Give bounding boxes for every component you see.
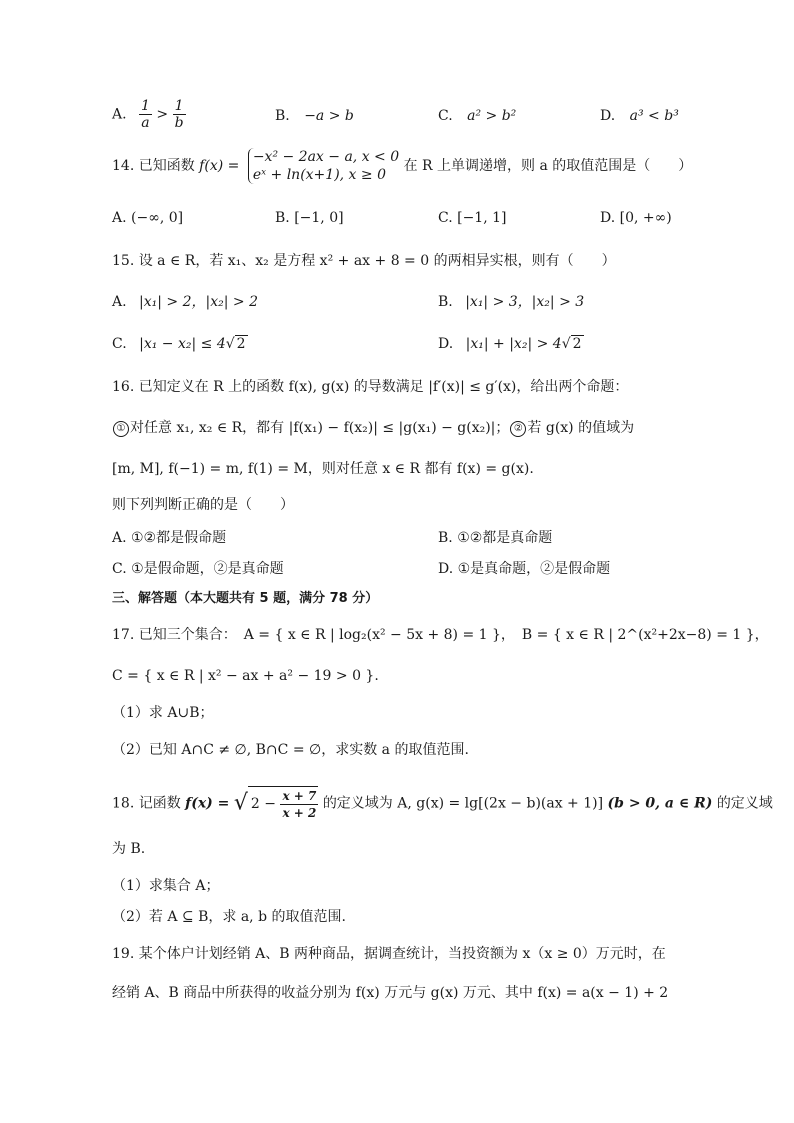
q18-stem-pre: 18. 记函数 [112,795,181,812]
q16-line-3: [m, M], f(−1) = m, f(1) = M，则对任意 x ∈ R 都有 f(x) = g(x). [112,461,534,477]
q14-option-d: D. [0, +∞) [600,210,672,226]
denominator: b [174,115,184,131]
denominator: x + 2 [282,805,317,820]
q19-line-1: 19. 某个体户计划经销 A、B 两种商品，据调查统计，当投资额为 x（x ≥ 0）万元时，在 [112,946,666,962]
option-label: D. [600,108,616,124]
q19-line-2: 经销 A、B 商品中所获得的收益分别为 f(x) 万元与 g(x) 万元、其中 f(x) = a(x − 1) + 2 [112,985,669,1001]
q15-option-c [112,334,248,354]
sqrt-symbol: √ [233,790,248,816]
option-label: B. [275,108,290,124]
numerator: x + 7 [282,788,317,803]
q16-option-d: D. ①是真命题，②是假命题 [438,561,611,577]
option-label: A. [112,294,127,310]
q18-line-2: 为 B. [112,841,146,857]
option-label: C. [438,108,453,124]
q17-line-1: 17. 已知三个集合： A = { x ∈ R | log₂(x² − 5x + 8) = 1 }， B = { x ∈ R | 2^(x²+2x−8) = 1 }， [112,627,769,643]
option-text: −a > b [304,108,354,124]
sqrt-body [248,786,318,821]
sqrt-symbol: √ [225,336,235,352]
q18-condition: (b > 0, a ∈ R) [607,795,713,812]
piecewise-case-2: eˣ + ln(x+1), x ≥ 0 [252,167,386,183]
q17-part-2: （2）已知 A∩C ≠ ∅, B∩C = ∅，求实数 a 的取值范围. [112,742,469,758]
q13-option-c [438,106,516,126]
q16-line-1: 16. 已知定义在 R 上的函数 f(x), g(x) 的导数满足 |f′(x)| ≤ g′(x)，给出两个命题： [112,379,629,395]
option-text: |x₁| + |x₂| > 4 [465,336,562,352]
q18-stem-mid: 的定义域为 A, g(x) = lg[(2x − b)(ax + 1)] [322,795,604,812]
numerator: 1 [141,98,150,114]
sqrt-symbol: √ [561,336,571,352]
fraction-x7-over-x2 [280,788,318,821]
q14-function: f(x) = [199,158,240,174]
q14-stem [112,148,692,184]
q14-option-c: C. [−1, 1] [438,210,507,226]
circled-number-1: ① [113,421,129,437]
q16-proposition-1: 对任意 x₁, x₂ ∈ R，都有 |f(x₁) − f(x₂)| ≤ |g(x₁) − g(x₂)|； [130,420,510,436]
option-text: |x₁| > 3，|x₂| > 3 [465,294,585,310]
q15-option-d [438,334,584,354]
q17-line-2: C = { x ∈ R | x² − ax + a² − 19 > 0 }. [112,668,379,684]
q14-stem-post: 在 R 上单调递增，则 a 的取值范围是（ ） [403,158,693,174]
q15-stem: 15. 设 a ∈ R，若 x₁、x₂ 是方程 x² + ax + 8 = 0 的两相异实根，则有（ ） [112,253,616,269]
q14-option-a: A. (−∞, 0] [112,210,184,226]
operator: > [156,106,169,123]
option-text: |x₁ − x₂| ≤ 4 [139,336,226,352]
q14-option-b: B. [−1, 0] [275,210,344,226]
circled-number-2: ② [510,421,526,437]
piecewise-case-1: −x² − 2ax − a, x < 0 [252,149,400,165]
option-text: |x₁| > 2，|x₂| > 2 [139,294,258,310]
q18-stem-post: 的定义域 [716,795,773,812]
q18-function: f(x) = [185,795,230,812]
q15-option-a [112,292,258,312]
option-label: C. [112,336,127,352]
denominator: a [141,115,150,131]
option-label: D. [438,336,454,352]
section-heading: 三、解答题（本大题共有 5 题，满分 78 分） [112,591,379,606]
option-text: a³ < b³ [629,108,679,124]
fraction-1-over-a [139,98,152,131]
q16-line-2 [112,418,634,438]
q13-option-a [112,98,186,131]
q16-option-b: B. ①②都是真命题 [438,530,553,546]
q13-option-b [275,106,354,126]
q18-sqrt-expression [234,786,319,821]
q16-option-a: A. ①②都是假命题 [112,530,227,546]
option-label: A. [112,106,127,123]
q18-line-1 [112,786,773,821]
q18-part-1: （1）求集合 A； [112,878,220,894]
q16-proposition-2-start: 若 g(x) 的值域为 [527,420,635,436]
sqrt-lead: 2 − [250,796,276,812]
q18-part-2: （2）若 A ⊆ B，求 a, b 的取值范围. [112,909,346,925]
q16-option-c: C. ①是假命题，②是真命题 [112,561,284,577]
q13-option-d [600,106,679,126]
q17-part-1: （1）求 A∪B； [112,705,214,721]
fraction-1-over-b [173,98,186,131]
option-label: B. [438,294,453,310]
numerator: 1 [173,98,186,115]
sqrt-radicand: 2 [236,336,246,352]
q14-stem-pre: 14. 已知函数 [112,158,195,174]
q15-option-b [438,292,584,312]
option-text: a² > b² [467,108,517,124]
piecewise-brace [248,148,399,184]
q16-line-4: 则下列判断正确的是（ ） [112,497,294,513]
sqrt-radicand: 2 [572,336,582,352]
